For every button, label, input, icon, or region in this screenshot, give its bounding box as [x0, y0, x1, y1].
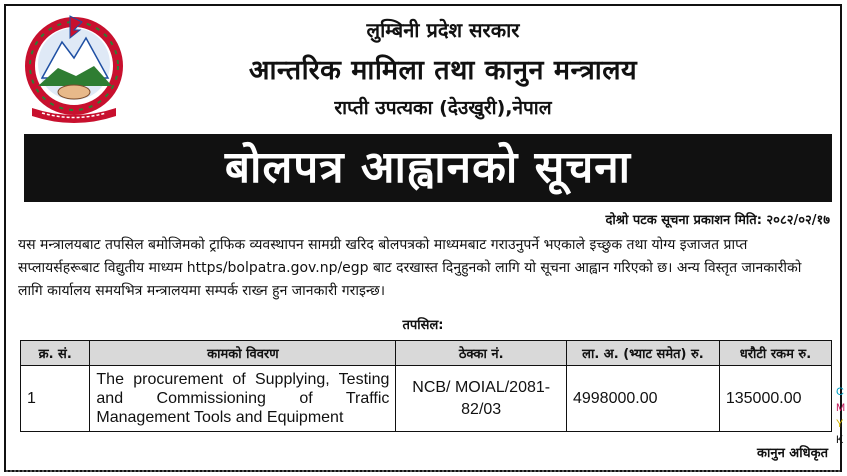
bottom-dotted-border: [6, 468, 840, 472]
cell-sn: 1: [21, 366, 90, 432]
bid-table: [20, 340, 832, 432]
publication-date: दोश्रो पटक सूचना प्रकाशन मिति: २०८२/०२/१७: [605, 213, 830, 228]
mark-c: C: [836, 386, 844, 398]
header-description: कामको विवरण: [90, 341, 396, 366]
table-header-row: [21, 341, 832, 366]
cell-deposit: 135000.00: [719, 366, 831, 432]
header-estimated-cost: ला. अ. (भ्याट समेत) रु.: [566, 341, 719, 366]
government-name: लुम्बिनी प्रदेश सरकार: [366, 18, 520, 42]
cell-description: The procurement of Supplying, Testing and Commissioning of Traffic Management Tools and Equipment: [90, 366, 396, 432]
print-color-marks: [836, 384, 847, 448]
header-sn: क्र. सं.: [21, 341, 90, 366]
mark-k: K: [836, 434, 844, 446]
signatory-title: कानुन अधिकृत: [757, 446, 828, 461]
notice-page: [4, 4, 842, 472]
header-contract-no: ठेक्का नं.: [396, 341, 567, 366]
header-deposit: धरौटी रकम रु.: [719, 341, 831, 366]
cell-contract-no: NCB/ MOIAL/2081-82/03: [396, 366, 567, 432]
mark-m: M: [836, 402, 846, 414]
notice-body: यस मन्त्रालयबाट तपसिल बमोजिमको ट्राफिक व्यवस्थापन सामग्री खरिद बोलपत्रको माध्यमबाट गराउनुपर्ने भएकाले इच्छुक तथा योग्य इजाजत प्राप्त सप्लायर्सहरूबाट विद्युतीय माध्यम https/bolpatra.gov.np/egp बाट दरखास्त दिनुहुनको लागि यो सूचना आह्वान गरिएको छ। अन्य विस्तृत जानकारीको लागि कार्यालय समयभित्र मन्त्रालयमा सम्पर्क राख्न हुन जानकारी गराइन्छ।: [18, 237, 802, 299]
schedule-label: तपसिल:: [402, 318, 444, 333]
notice-title: बोलपत्र आह्वानको सूचना: [24, 134, 832, 202]
ministry-name: आन्तरिक मामिला तथा कानुन मन्त्रालय: [248, 55, 638, 86]
ministry-location: राप्ती उपत्यका (देउखुरी),नेपाल: [334, 97, 552, 119]
cell-estimated-cost: 4998000.00: [566, 366, 719, 432]
mark-y: Y: [836, 418, 844, 430]
table-row: [21, 366, 832, 432]
